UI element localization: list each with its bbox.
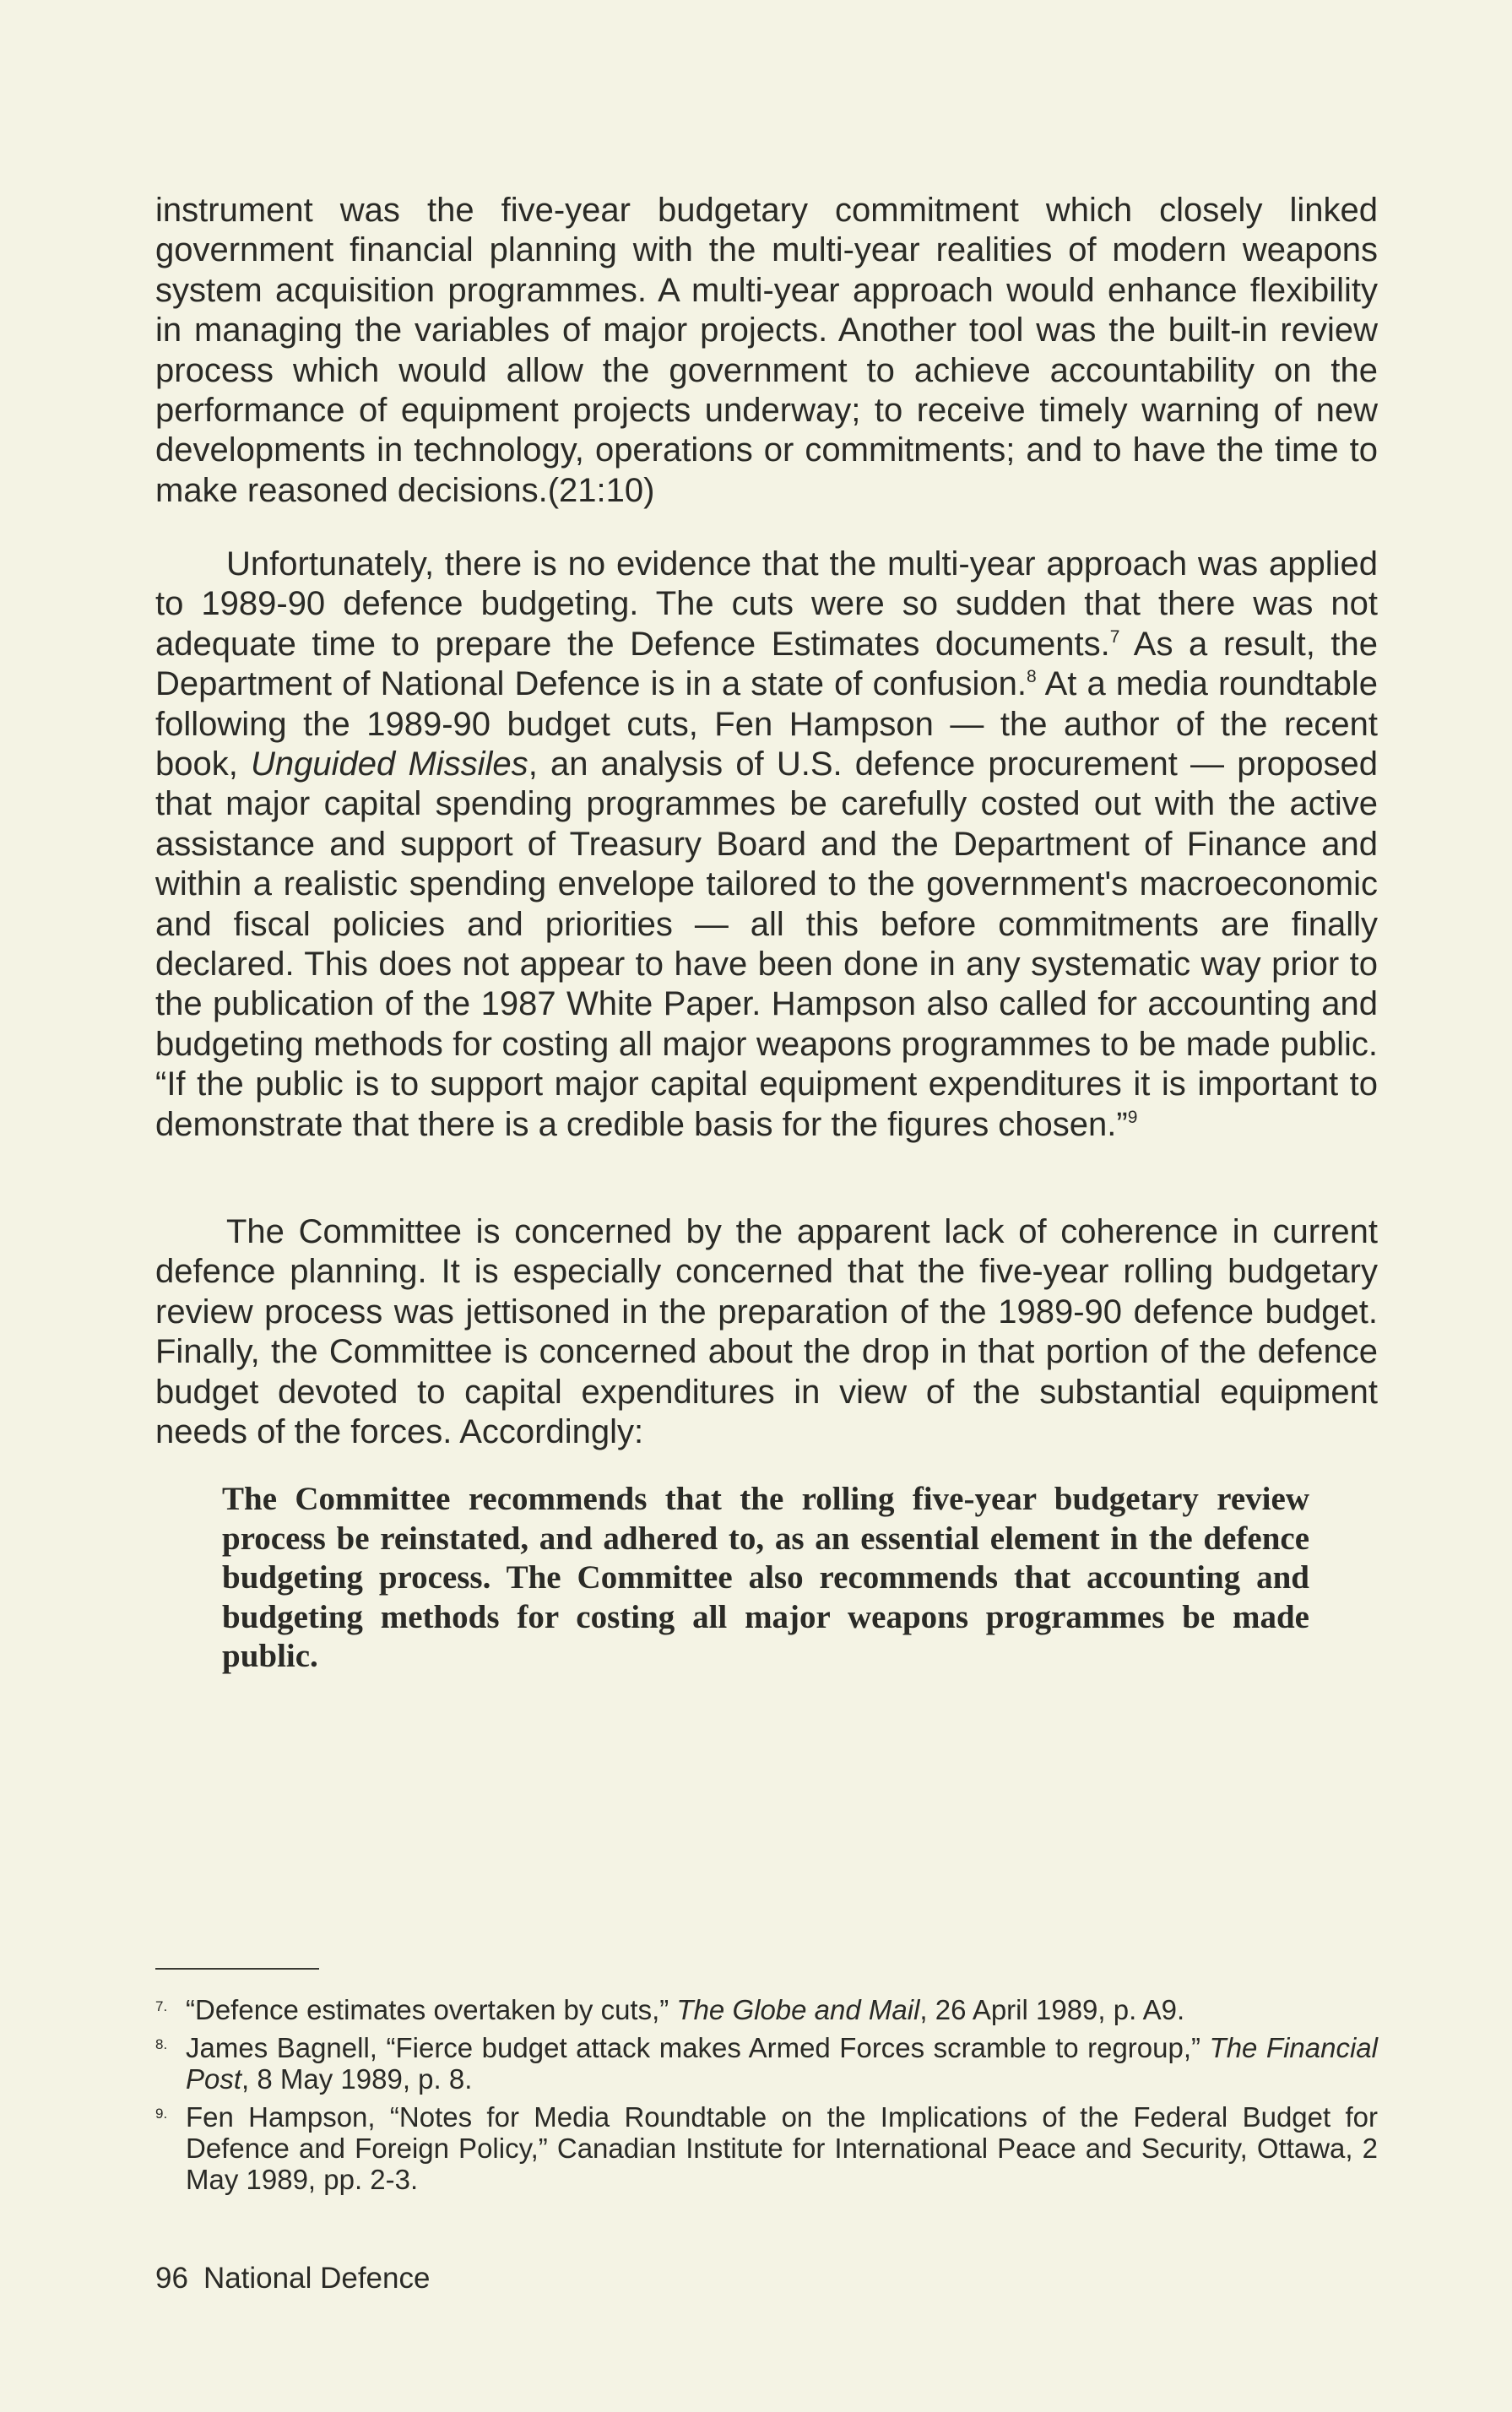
committee-recommendation: The Committee recommends that the rolling five-year budgetary review process be reinstated, and adhered to, as an essential element in the defence budgeting process. The Committee also recommends that accounting and budgeting methods for costing all major weapons programmes be made public. [222, 1481, 1309, 1674]
page-footer [155, 2262, 430, 2295]
body-paragraph-2 [155, 545, 1378, 1145]
footnote-text: , 26 April 1989, p. A9. [919, 1994, 1185, 2025]
footnote-number: 9. [155, 2106, 168, 2122]
body-paragraph-1 [155, 191, 1378, 511]
body-paragraph-3 [155, 1212, 1378, 1452]
footnote-8 [155, 2032, 1378, 2095]
footnote-text: “Defence estimates overtaken by cuts,” [186, 1994, 677, 2025]
footnote-text: Fen Hampson, “Notes for Media Roundtable on the Implications of the Federal Budget for Defence and Foreign Policy,” Canadian Institute for International Peace and Security, Ottawa, 2 May 1989, pp. 2-3. [186, 2101, 1378, 2195]
footnote-text: , 8 May 1989, p. 8. [241, 2063, 473, 2095]
page-number: 96 [155, 2262, 188, 2295]
text-run: At a media roundtable following the 1989-90 budget cuts, Fen Hampson — the author of the recent book, [155, 665, 1379, 783]
footnote-number: 7. [155, 1998, 168, 2014]
footnotes [155, 1994, 1378, 2202]
footnote-7 [155, 1994, 1378, 2025]
text-run: , an analysis of U.S. defence procurement — proposed that major capital spending programmes be carefully costed out with the active assistance and support of Treasury Board and the Department of Finance and within a realistic spending envelope tailored to the government's macroeconomic and fiscal policies and priorities — all this before commitments are finally declared. This does not appear to have been done in any systematic way prior to the publication of the 1987 White Paper. Hampson also called for accounting and budgeting methods for costing all major weapons programmes to be made public. “If the public is to support major capital equipment expenditures it is important to demonstrate that there is a credible basis for the figures chosen.” [155, 745, 1379, 1143]
footnote-text: James Bagnell, “Fierce budget attack makes Armed Forces scramble to regroup,” [186, 2032, 1210, 2063]
footnote-9 [155, 2101, 1378, 2195]
paragraph-text: The Committee is concerned by the apparent lack of coherence in current defence planning. It is especially concerned that the five-year rolling budgetary review process was jettisoned in the preparation of the 1989-90 defence budget. Finally, the Committee is concerned about the drop in that portion of the defence budget devoted to capital expenditures in view of the substantial equipment needs of the forces. Accordingly: [155, 1213, 1378, 1451]
publication-title: The Globe and Mail [676, 1994, 920, 2025]
publication-title: The Financial Post [186, 2032, 1378, 2095]
footnote-divider [155, 1968, 319, 1970]
text-run: Unfortunately, there is no evidence that the multi-year approach was applied to 1989-90 defence budgeting. The cuts were so sudden that there was not adequate time to prepare the Defence Estimates documents. [155, 545, 1378, 663]
book-title: Unguided Missiles [251, 745, 528, 783]
paragraph-text: instrument was the five-year budgetary commitment which closely linked government financial planning with the multi-year realities of modern weapons system acquisition programmes. A multi-year approach would enhance flexibility in managing the variables of major projects. Another tool was the built-in review process which would allow the government to achieve accountability on the performance of equipment projects underway; to receive timely warning of new developments in technology, operations or commitments; and to have the time to make reasoned decisions.(21:10) [155, 192, 1378, 509]
footnote-ref-8: 8 [1026, 667, 1037, 687]
running-title: National Defence [203, 2262, 431, 2295]
footnote-number: 8. [155, 2036, 168, 2052]
footnote-ref-7: 7 [1109, 626, 1120, 647]
text-run: As a result, the Department of National Defence is in a state of confusion. [155, 625, 1379, 703]
paragraph-text [155, 545, 1378, 1145]
footnote-ref-9: 9 [1127, 1107, 1138, 1127]
